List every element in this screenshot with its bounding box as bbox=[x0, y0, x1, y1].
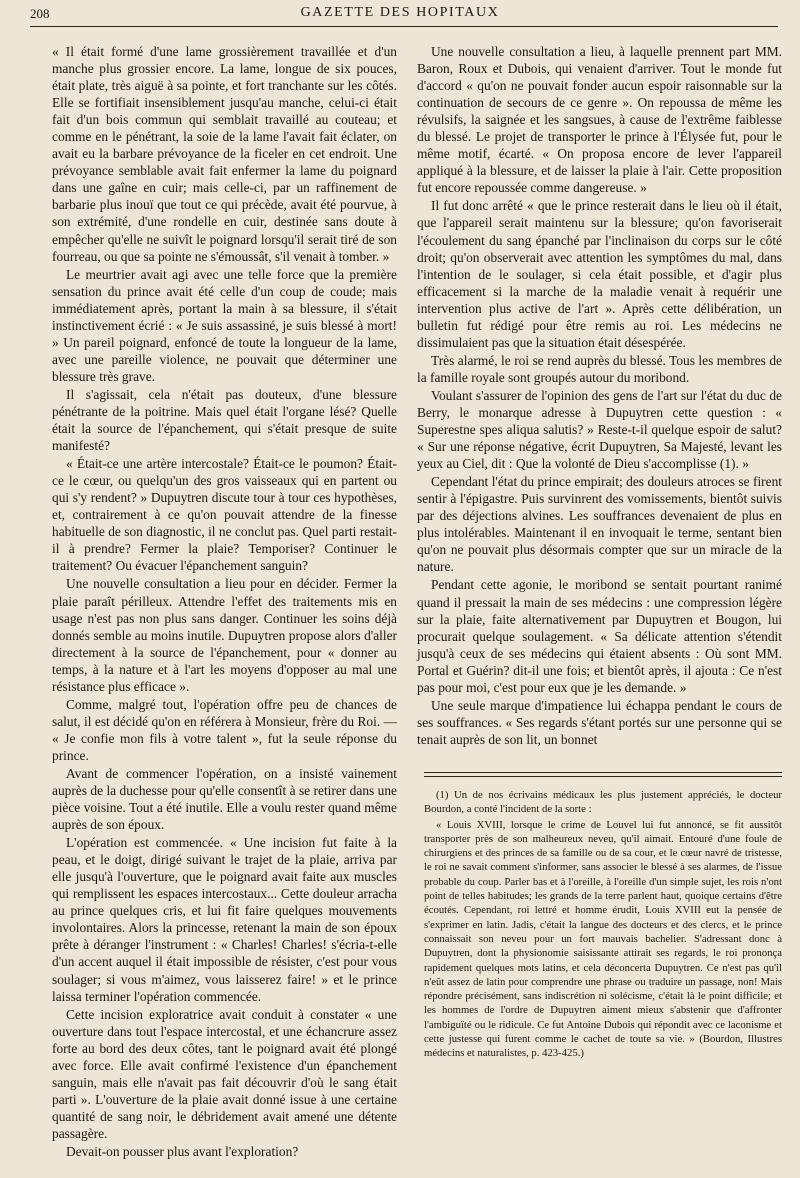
paragraph: L'opération est commencée. « Une incision fut faite à la peau, et le doigt, dirigé suivant le trajet de la plaie, arriva par elle jusqu'à l'ouverture, que le poignard avait faite aux muscles qui remplissent les espaces intercostaux... Cette douleur arracha au prince quelques cris, et lui fit faire quelques mouvements involontaires. Alors la princesse, retenant la main de son époux prête à déranger l'instrument : « Charles! Charles! s'écria-t-elle d'un accent auquel il était impossible de résister, c'est pour vous soulager; si vous m'aimez, vous laisserez faire! » et le prince laissa terminer l'opération commencée. bbox=[52, 835, 397, 1004]
paragraph: Cependant l'état du prince empirait; des douleurs atroces se firent sentir à l'épigastre. Puis survinrent des vomissements, bientôt suivis par des déjections alvines. Les souffrances devenaient de plus en plus intolérables. Maintenant il en invoquait le terme, sentant bien qu'on ne pouvait plus désormais compter que sur un miracle de la nature. bbox=[417, 474, 782, 575]
paragraph: Il s'agissait, cela n'était pas douteux, d'une blessure pénétrante de la poitrine. Mais quel était l'organe lésé? Quelle était la source de l'épanchement, qui s'était presque de suite manifesté? bbox=[52, 386, 397, 454]
paragraph: Pendant cette agonie, le moribond se sentait pourtant ranimé quand il pressait la main de ses médecins : une compression légère sur la plaie, faite alternativement par Dupuytren et Bougon, lui procurait quelque soulagement. « Sa délicate attention s'étendit jusqu'à ceux de ses médecins qui étaient absents : Où sont MM. Portal et Guérin? dit-il une fois; et bientôt après, il ajouta : Ce n'est pas pour moi, c'est pour eux que je les demande. » bbox=[417, 577, 782, 695]
paragraph: Une nouvelle consultation a lieu pour en décider. Fermer la plaie paraît périlleux. Attendre l'effet des traitements mis en usage n'est pas non plus sans danger. Continuer les soins déjà donnés semble au moins inutile. Dupuytren propose alors d'aller directement à la source de l'épanchement, pour « donner au temps, à la nature et à l'art les moyens d'opposer au mal une résistance plus efficace ». bbox=[52, 576, 397, 694]
paragraph: « Il était formé d'une lame grossièrement travaillée et d'un manche plus grossier encore. La lame, longue de six pouces, était plate, très aiguë à sa pointe, et fort tranchante sur les côtés. Elle se fortifiait insensiblement jusqu'au manche, celui-ci était fait d'un bois commun qui semblait travaillé au couteau; et comme en le pénétrant, la soie de la lame l'avait fait éclater, on avait eu la barbare prévoyance de la ficeler en cet endroit. Une prévoyance semblable avait fait enfermer la lame du poignard dans une gaîne en cuir; mais celle-ci, par un raffinement de barbarie plus inouï que tout ce qui précède, avait été pourvue, à son extrémité, d'une rondelle en cuir, destinée sans doute à empêcher qu'elle ne suivît le poignard lorsqu'il serait tiré de son fourreau, ou que sa pointe ne s'émoussât, s'il venait à tomber. » bbox=[52, 44, 397, 264]
paragraph: Avant de commencer l'opération, on a insisté vainement auprès de la duchesse pour qu'elle consentît à se retirer dans une pièce voisine. Tout a été inutile. Elle a voulu rester quand même auprès de son époux. bbox=[52, 765, 397, 833]
footnote bbox=[424, 788, 782, 1061]
footnote-rule bbox=[424, 772, 782, 773]
paragraph: Une nouvelle consultation a lieu, à laquelle prennent part MM. Baron, Roux et Dubois, qui venaient d'arriver. Tout le monde fut d'accord « qu'on ne pouvait fonder aucun espoir raisonnable sur la continuation de secours de ce genre ». On repoussa de même les révulsifs, la saignée et les sangsues, à cause de l'extrême faiblesse du blessé. Le projet de transporter le prince à l'Élysée fut, pour le même motif, écarté. « On proposa encore de lever l'appareil appliqué à la blessure, et de laisser la plaie à l'air. Cette proposition fut encore repoussée comme dangereuse. » bbox=[417, 44, 782, 196]
paragraph: Cette incision exploratrice avait conduit à constater « une ouverture dans tout l'espace intercostal, et une échancrure assez forte au bord des deux côtes, tant le poignard avait été plongé avec force. Elle avait confirmé l'existence d'un épanchement sanguin, mais elle n'avait pas fait découvrir d'où le sang était parti ». L'ouverture de la plaie avait donné issue à une certaine quantité de sang noir, le débridement avait amené une détente passagère. bbox=[52, 1006, 397, 1141]
page-number: 208 bbox=[30, 6, 50, 21]
paragraph: Il fut donc arrêté « que le prince resterait dans le lieu où il était, que l'appareil serait maintenu sur la blessure; qu'on favoriserait l'écoulement du sang épanché par l'inclinaison du corps sur le côté droit; qu'on observerait avec attention les symptômes du mal, dans l'intention de le soulager, si cela était possible, et d'agir plus efficacement si la marche de la maladie venait à requérir une intervention plus active de l'art ». Après cette délibération, un bulletin fut rédigé pour être remis au roi. Les médecins ne dissimulaient pas que la situation était désespérée. bbox=[417, 198, 782, 350]
paragraph: Voulant s'assurer de l'opinion des gens de l'art sur l'état du duc de Berry, le monarque adresse à Dupuytren cette question : « Superestne spes aliqua salutis? » Reste-t-il quelque espoir de salut? « Sur une réponse négative, écrit Dupuytren, Sa Majesté, levant les yeux au Ciel, dit : Que la volonté de Dieu s'accomplisse (1). » bbox=[417, 387, 782, 472]
paragraph: Le meurtrier avait agi avec une telle force que la première sensation du prince avait été celle d'un coup de coude; mais immédiatement après, portant la main à sa blessure, il s'était instinctivement écrié : « Je suis assassiné, je suis blessé à mort! » Un pareil poignard, enfoncé de toute la longueur de la lame, avec une pareille violence, ne pouvait que déterminer une blessure très grave. bbox=[52, 266, 397, 384]
header-rule bbox=[30, 26, 778, 27]
right-column bbox=[417, 43, 782, 748]
paragraph: Très alarmé, le roi se rend auprès du blessé. Tous les membres de la famille royale sont groupés autour du moribond. bbox=[417, 352, 782, 385]
paragraph: « Était-ce une artère intercostale? Était-ce le poumon? Était-ce le cœur, ou quelqu'un des gros vaisseaux qui en partent ou qui s'y rendent? » Dupuytren discute tour à tour ces hypothèses, et, contrairement à ce qu'on pouvait attendre de la finesse habituelle de son diagnostic, il ne conclut pas. Quel parti restait-il à prendre? Fermer la plaie? Temporiser? Continuer le traitement? Ou évacuer l'épanchement sanguin? bbox=[52, 456, 397, 574]
paragraph: Une seule marque d'impatience lui échappa pendant le cours de ses souffrances. « Ses regards s'étant portés sur une personne qui se tenait auprès de son lit, un bonnet bbox=[417, 697, 782, 747]
footnote-paragraph: (1) Un de nos écrivains médicaux les plus justement appréciés, le docteur Bourdon, a conté l'incident de la sorte : bbox=[424, 789, 782, 816]
footnote-paragraph: « Louis XVIII, lorsque le crime de Louvel lui fut annoncé, se fit aussitôt transporter près de son malheureux neveu, qu'il aimait. Entouré d'une foule de chirurgiens et des princes de sa famille ou de sa cour, et le cœur navré de tristesse, le roi ne savait comment s'informer, sans associer le blessé à ses alarmes, de l'issue probable du coup. Parler bas et à l'oreille, à l'oreille d'un simple sujet, les rois n'ont point de telles habitudes; les grands de la terre parlent haut, quoique certains d'être écoutés. Cependant, roi lettré et homme érudit, Louis XVIII eut la pensée de s'exprimer en latin. Jadis, c'était la langue des docteurs et des clercs, et le prince connaissait son neveu pour un fort mauvais bachelier. S'adressant donc à Dupuytren, dont la physionomie saisissante attirait ses regards, le roi prononça rapidement quelques mots latins, et cela déconcerta Dupuytren. Ce n'est pas qu'il n'eût assez de latin pour comprendre une phrase ou traduire un passage, non! Mais répondre précisément, sans indiscrétion ni solécisme, c'était là le point difficile; et les hommes de l'ordre de Dupuytren aiment mieux s'abstenir que d'affronter l'ambiguïté ou le ridicule. Ce fut Antoine Dubois qui répondit avec ce laconisme et cette justesse qui furent comme le cachet de toute sa vie. » (Bourdon, Illustres médecins et naturalistes, p. 423-425.) bbox=[424, 818, 782, 1060]
paragraph: Comme, malgré tout, l'opération offre peu de chances de salut, il est décidé qu'on en référera à Monsieur, frère du Roi. — « Je confie mon fils à votre talent », fut la seule réponse du prince. bbox=[52, 696, 397, 763]
paragraph: Devait-on pousser plus avant l'exploration? bbox=[66, 1144, 299, 1159]
footnote-rule bbox=[424, 776, 782, 777]
running-title: GAZETTE DES HOPITAUX bbox=[300, 5, 500, 20]
left-column bbox=[52, 43, 397, 1160]
